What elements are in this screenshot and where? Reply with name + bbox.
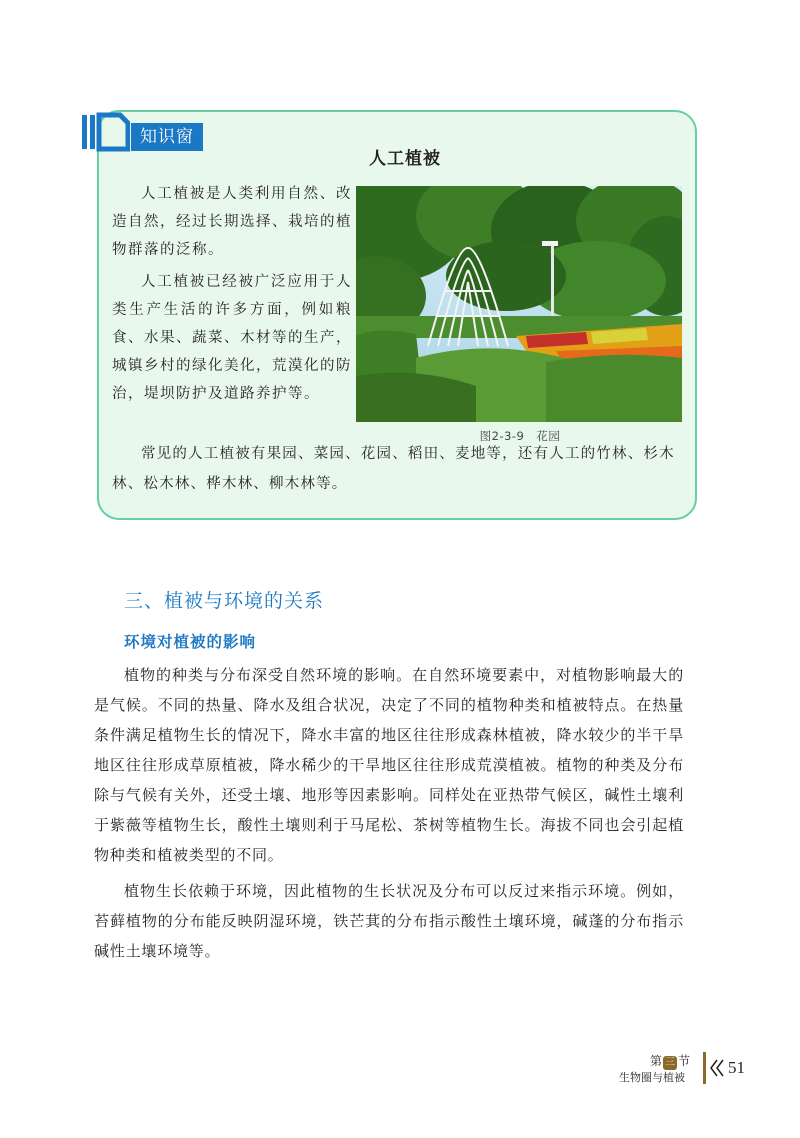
footer-chapter bbox=[650, 1052, 690, 1070]
garden-photo bbox=[356, 186, 682, 422]
section-body bbox=[94, 660, 684, 966]
footer-section-title: 生物圈与植被 bbox=[619, 1071, 685, 1084]
knowledge-window-title: 人工植被 bbox=[369, 149, 441, 169]
kw-paragraph-2: 人工植被已经被广泛应用于人类生产生活的许多方面，例如粮食、水果、蔬菜、木材等的生产，城镇乡村的绿化美化，荒漠化的防治，堤坝防护及道路养护等。 bbox=[112, 274, 352, 402]
footer-chevron-icon bbox=[703, 1052, 729, 1084]
sub-heading: 环境对植被的影响 bbox=[124, 633, 257, 651]
figure-caption: 图2-3-9 花园 bbox=[479, 429, 561, 443]
garden-illustration bbox=[356, 186, 682, 422]
body-paragraph-1: 植物的种类与分布深受自然环境的影响。在自然环境要素中，对植物影响最大的是气候。不同的热量、降水及组合状况，决定了不同的植物种类和植被特点。在热量条件满足植物生长的情况下，降水丰富的地区往往形成森林植被，降水较少的半干旱地区往往形成草原植被，降水稀少的干旱地区往往形成荒漠植被。植物的种类及分布除与气候有关外，还受土壤、地形等因素影响。同样处在亚热带气候区，碱性土壤利于紫薇等植物生长，酸性土壤则利于马尾松、茶树等植物生长。海拔不同也会引起植物种类和植被类型的不同。 bbox=[94, 666, 684, 864]
kw-paragraph-1: 人工植被是人类利用自然、改造自然，经过长期选择、栽培的植物群落的泛称。 bbox=[112, 186, 352, 258]
knowledge-window-label: 知识窗 bbox=[131, 123, 203, 151]
knowledge-window-icon bbox=[80, 105, 130, 155]
page-number: 51 bbox=[728, 1058, 745, 1077]
footer-chapter-number: 三 bbox=[665, 1057, 676, 1068]
knowledge-window-text bbox=[112, 180, 352, 408]
footer-chapter-suffix: 节 bbox=[678, 1054, 691, 1068]
section-heading: 三、植被与环境的关系 bbox=[124, 590, 325, 612]
footer-chapter-prefix: 第 bbox=[650, 1054, 663, 1068]
knowledge-window-last-paragraph bbox=[112, 439, 682, 499]
kw-paragraph-3: 常见的人工植被有果园、菜园、花园、稻田、麦地等，还有人工的竹林、杉木林、松木林、桦木林、柳木林等。 bbox=[112, 446, 675, 492]
body-paragraph-2: 植物生长依赖于环境，因此植物的生长状况及分布可以反过来指示环境。例如，苔藓植物的分布能反映阴湿环境，铁芒萁的分布指示酸性土壤环境，碱蓬的分布指示碱性土壤环境等。 bbox=[94, 882, 684, 960]
